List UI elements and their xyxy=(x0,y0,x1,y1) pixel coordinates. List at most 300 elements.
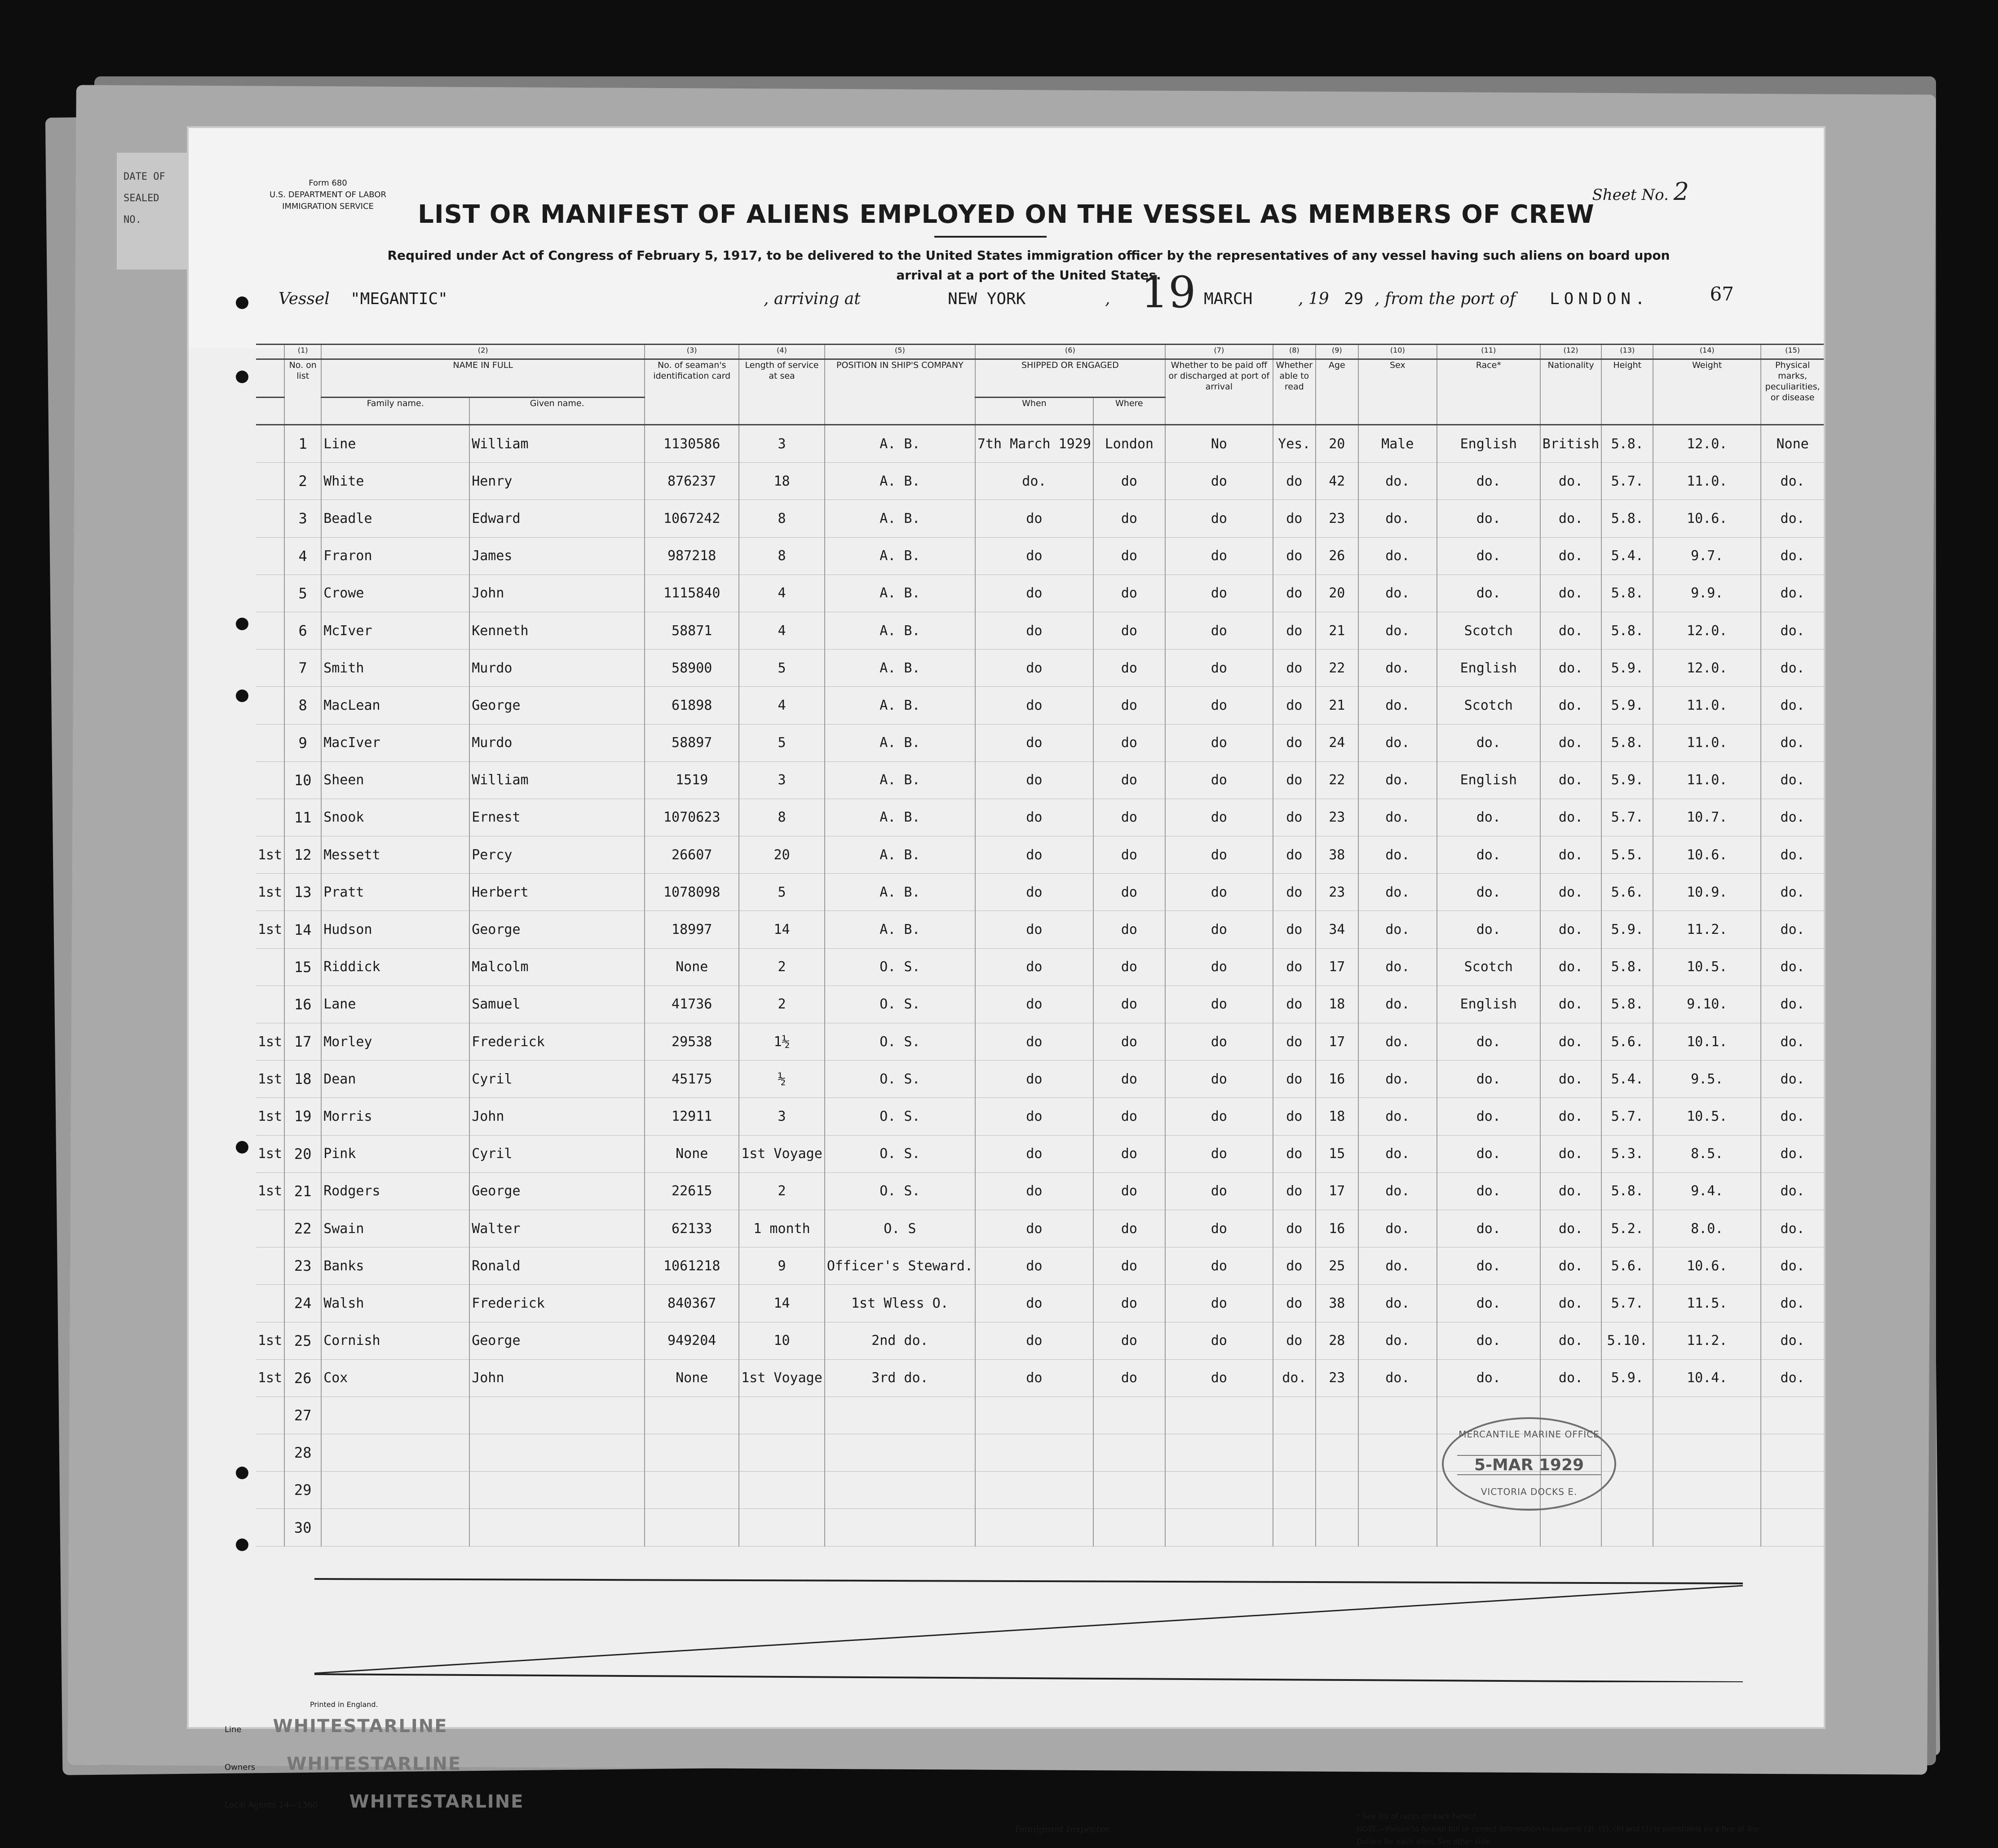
cell-read xyxy=(1273,1434,1316,1472)
footer-agents-label: Local Agents xyxy=(225,1800,277,1810)
cell-where: do xyxy=(1093,986,1165,1023)
cell-given: George xyxy=(469,1172,645,1210)
cell-position: 2nd do. xyxy=(825,1322,975,1359)
cell-when: do xyxy=(975,500,1093,537)
col-num-12: (12) xyxy=(1540,345,1601,359)
cell-read xyxy=(1273,1472,1316,1509)
footer-line-label: Line xyxy=(225,1725,242,1734)
cell-sex xyxy=(1358,1434,1437,1472)
cell-pre: 1st xyxy=(256,1172,284,1210)
cell-read: do xyxy=(1273,1098,1316,1135)
cell-no: 7 xyxy=(284,650,321,687)
cell-no: 26 xyxy=(284,1359,321,1397)
cell-no: 8 xyxy=(284,687,321,724)
arriving-label: , arriving at xyxy=(764,290,861,308)
cell-nationality: British xyxy=(1540,425,1601,463)
cell-age: 23 xyxy=(1316,1359,1358,1397)
cell-where: do xyxy=(1093,1210,1165,1247)
cell-read: do xyxy=(1273,1285,1316,1322)
cell-card: 26607 xyxy=(645,836,739,874)
crew-row xyxy=(256,463,1824,500)
cell-read: do xyxy=(1273,463,1316,500)
cell-sex: do. xyxy=(1358,650,1437,687)
vessel-line xyxy=(278,267,1824,321)
cell-family: Beadle xyxy=(321,500,469,537)
crew-row xyxy=(256,1509,1824,1546)
cell-paid: do xyxy=(1165,911,1273,948)
cell-pre: 1st xyxy=(256,1023,284,1061)
cell-given: George xyxy=(469,1322,645,1359)
cell-sex xyxy=(1358,1472,1437,1509)
crew-row xyxy=(256,948,1824,986)
cell-marks: do. xyxy=(1761,836,1824,874)
cell-given: William xyxy=(469,761,645,799)
cell-nationality: do. xyxy=(1540,1061,1601,1098)
cell-weight: 10.9. xyxy=(1653,874,1761,911)
cell-no: 13 xyxy=(284,874,321,911)
cell-paid: do xyxy=(1165,1023,1273,1061)
cell-read: do xyxy=(1273,1322,1316,1359)
cell-position: O. S. xyxy=(825,948,975,986)
immigrant-inspector-label: Immigrant Inspector. xyxy=(1015,1824,1112,1835)
cell-position: O. S. xyxy=(825,1172,975,1210)
cell-weight: 10.7. xyxy=(1653,799,1761,836)
col-num-blank xyxy=(256,345,284,359)
col-num-4: (4) xyxy=(739,345,825,359)
cell-age: 20 xyxy=(1316,425,1358,463)
cell-sex: do. xyxy=(1358,1285,1437,1322)
cell-given xyxy=(469,1434,645,1472)
col-num-10: (10) xyxy=(1358,345,1437,359)
cell-position: A. B. xyxy=(825,500,975,537)
cell-race: do. xyxy=(1437,1061,1540,1098)
crew-row xyxy=(256,1061,1824,1098)
cell-service: 14 xyxy=(739,911,825,948)
crew-row xyxy=(256,799,1824,836)
cell-nationality: do. xyxy=(1540,1210,1601,1247)
cell-service: 14 xyxy=(739,1285,825,1322)
cell-age: 23 xyxy=(1316,799,1358,836)
cell-marks: do. xyxy=(1761,1359,1824,1397)
col-num-13: (13) xyxy=(1601,345,1653,359)
cell-position: O. S xyxy=(825,1210,975,1247)
cell-age: 15 xyxy=(1316,1135,1358,1172)
cell-read: do xyxy=(1273,575,1316,612)
cell-read: Yes. xyxy=(1273,425,1316,463)
cell-when: do xyxy=(975,1023,1093,1061)
col-num-2: (2) xyxy=(321,345,645,359)
cell-marks: do. xyxy=(1761,761,1824,799)
cell-service: 1½ xyxy=(739,1023,825,1061)
cell-when: do xyxy=(975,1135,1093,1172)
cell-nationality: do. xyxy=(1540,500,1601,537)
crew-row xyxy=(256,1023,1824,1061)
cell-paid: do xyxy=(1165,463,1273,500)
cell-card: 987218 xyxy=(645,537,739,575)
cell-marks: do. xyxy=(1761,612,1824,649)
cell-race: English xyxy=(1437,425,1540,463)
cell-card xyxy=(645,1397,739,1434)
header-no-on-list: No. on list xyxy=(284,359,321,425)
cell-pre xyxy=(256,425,284,463)
cell-given: Cyril xyxy=(469,1135,645,1172)
crew-row xyxy=(256,911,1824,948)
cell-read: do xyxy=(1273,836,1316,874)
cell-paid: do xyxy=(1165,986,1273,1023)
cell-marks xyxy=(1761,1434,1824,1472)
cell-height: 5.9. xyxy=(1601,650,1653,687)
crew-row xyxy=(256,1135,1824,1172)
cell-no: 5 xyxy=(284,575,321,612)
cell-position: A. B. xyxy=(825,650,975,687)
cell-when: do xyxy=(975,761,1093,799)
cell-where: do xyxy=(1093,1172,1165,1210)
cell-read: do. xyxy=(1273,1359,1316,1397)
cell-given: Frederick xyxy=(469,1023,645,1061)
cell-position: A. B. xyxy=(825,836,975,874)
cell-family: Messett xyxy=(321,836,469,874)
col-num-6: (6) xyxy=(975,345,1165,359)
header-nationality: Nationality xyxy=(1540,359,1601,425)
cell-read: do xyxy=(1273,500,1316,537)
cell-no: 20 xyxy=(284,1135,321,1172)
crew-row xyxy=(256,986,1824,1023)
cell-sex: do. xyxy=(1358,1172,1437,1210)
cell-family: Walsh xyxy=(321,1285,469,1322)
cell-service xyxy=(739,1509,825,1546)
cell-given: James xyxy=(469,537,645,575)
cell-weight: 9.9. xyxy=(1653,575,1761,612)
cell-service: 2 xyxy=(739,1172,825,1210)
punch-hole xyxy=(236,618,248,630)
cell-when: do xyxy=(975,1285,1093,1322)
cell-race: do. xyxy=(1437,1210,1540,1247)
footer-owners-stamp: WHITESTARLINE xyxy=(287,1754,462,1774)
cell-card: 876237 xyxy=(645,463,739,500)
cell-card: 949204 xyxy=(645,1322,739,1359)
cell-family: Banks xyxy=(321,1247,469,1285)
cell-height: 5.8. xyxy=(1601,986,1653,1023)
cell-card: 1115840 xyxy=(645,575,739,612)
cell-race: do. xyxy=(1437,1247,1540,1285)
cell-card: 18997 xyxy=(645,911,739,948)
cell-age xyxy=(1316,1397,1358,1434)
footer-notes xyxy=(1357,1810,1761,1848)
cell-card: 41736 xyxy=(645,986,739,1023)
col-num-8: (8) xyxy=(1273,345,1316,359)
cell-no: 16 xyxy=(284,986,321,1023)
cell-card: 1070623 xyxy=(645,799,739,836)
cell-marks: do. xyxy=(1761,986,1824,1023)
cell-marks: do. xyxy=(1761,1172,1824,1210)
cell-where: do xyxy=(1093,1247,1165,1285)
cell-weight: 10.4. xyxy=(1653,1359,1761,1397)
cell-age: 21 xyxy=(1316,687,1358,724)
cell-no: 17 xyxy=(284,1023,321,1061)
cell-family xyxy=(321,1434,469,1472)
cell-paid: do xyxy=(1165,1285,1273,1322)
header-able-read: Whether able to read xyxy=(1273,359,1316,425)
cell-marks: do. xyxy=(1761,911,1824,948)
cell-read: do xyxy=(1273,537,1316,575)
cell-paid: do xyxy=(1165,836,1273,874)
cell-sex: do. xyxy=(1358,911,1437,948)
header-given-name: Given name. xyxy=(469,398,645,425)
cell-card: 1130586 xyxy=(645,425,739,463)
cell-pre xyxy=(256,799,284,836)
cell-paid xyxy=(1165,1472,1273,1509)
col-num-11: (11) xyxy=(1437,345,1540,359)
cell-height: 5.8. xyxy=(1601,724,1653,761)
cell-marks xyxy=(1761,1472,1824,1509)
crew-row xyxy=(256,1285,1824,1322)
cell-sex: do. xyxy=(1358,799,1437,836)
cell-service xyxy=(739,1434,825,1472)
cell-when xyxy=(975,1472,1093,1509)
header-height: Height xyxy=(1601,359,1653,425)
cell-no: 1 xyxy=(284,425,321,463)
cell-when: do xyxy=(975,799,1093,836)
cell-service: 20 xyxy=(739,836,825,874)
crew-row xyxy=(256,425,1824,463)
header-family-name: Family name. xyxy=(321,398,469,425)
cell-no: 11 xyxy=(284,799,321,836)
cell-paid: do xyxy=(1165,1247,1273,1285)
crew-row xyxy=(256,1322,1824,1359)
cell-paid xyxy=(1165,1509,1273,1546)
cell-family: Pink xyxy=(321,1135,469,1172)
cell-race: English xyxy=(1437,761,1540,799)
cell-where: do xyxy=(1093,612,1165,649)
cell-no: 15 xyxy=(284,948,321,986)
cell-height xyxy=(1601,1509,1653,1546)
cell-given xyxy=(469,1509,645,1546)
footer-agents-row xyxy=(225,1785,524,1822)
cell-weight: 12.0. xyxy=(1653,425,1761,463)
cell-card xyxy=(645,1509,739,1546)
cell-age: 16 xyxy=(1316,1210,1358,1247)
cell-age: 22 xyxy=(1316,650,1358,687)
cell-marks: do. xyxy=(1761,874,1824,911)
cell-marks: do. xyxy=(1761,575,1824,612)
footer-line-row xyxy=(225,1709,524,1747)
cell-paid: do xyxy=(1165,1098,1273,1135)
cell-no: 21 xyxy=(284,1172,321,1210)
cell-sex: do. xyxy=(1358,612,1437,649)
cell-family: Cox xyxy=(321,1359,469,1397)
cell-nationality xyxy=(1540,1509,1601,1546)
cell-where: do xyxy=(1093,1285,1165,1322)
punch-hole xyxy=(236,690,248,702)
cell-sex: do. xyxy=(1358,1322,1437,1359)
cell-height: 5.3. xyxy=(1601,1135,1653,1172)
cell-service: 3 xyxy=(739,1098,825,1135)
cell-where: do xyxy=(1093,500,1165,537)
header-where: Where xyxy=(1093,398,1165,425)
cell-read: do xyxy=(1273,687,1316,724)
cell-given: Murdo xyxy=(469,724,645,761)
crew-row xyxy=(256,612,1824,649)
cell-race: do. xyxy=(1437,1359,1540,1397)
stamp-top-text: MERCANTILE MARINE OFFICE xyxy=(1459,1429,1600,1440)
cell-race: do. xyxy=(1437,799,1540,836)
cell-paid: do xyxy=(1165,948,1273,986)
cell-weight: 9.10. xyxy=(1653,986,1761,1023)
cell-weight: 11.0. xyxy=(1653,761,1761,799)
column-header-row xyxy=(256,359,1824,398)
cell-no: 30 xyxy=(284,1509,321,1546)
cell-given: Murdo xyxy=(469,650,645,687)
cell-weight: 10.6. xyxy=(1653,500,1761,537)
cell-position: A. B. xyxy=(825,687,975,724)
cell-height: 5.7. xyxy=(1601,1285,1653,1322)
cell-position xyxy=(825,1397,975,1434)
cell-pre xyxy=(256,575,284,612)
cell-pre xyxy=(256,1397,284,1434)
cell-given: John xyxy=(469,575,645,612)
cell-family: Lane xyxy=(321,986,469,1023)
arrival-year: 29 xyxy=(1344,290,1364,308)
cell-service: 2 xyxy=(739,948,825,986)
cell-marks: None xyxy=(1761,425,1824,463)
cell-family: White xyxy=(321,463,469,500)
cell-where xyxy=(1093,1434,1165,1472)
cell-family: Snook xyxy=(321,799,469,836)
crew-row xyxy=(256,1359,1824,1397)
cell-when xyxy=(975,1397,1093,1434)
cell-age: 21 xyxy=(1316,612,1358,649)
cell-nationality: do. xyxy=(1540,799,1601,836)
cell-height: 5.9. xyxy=(1601,1359,1653,1397)
cell-card xyxy=(645,1472,739,1509)
cell-race: do. xyxy=(1437,1023,1540,1061)
cell-family: Crowe xyxy=(321,575,469,612)
cell-sex: do. xyxy=(1358,1135,1437,1172)
cell-nationality: do. xyxy=(1540,1322,1601,1359)
punch-hole xyxy=(236,296,248,309)
cell-weight: 10.5. xyxy=(1653,948,1761,986)
cell-marks: do. xyxy=(1761,948,1824,986)
cell-marks xyxy=(1761,1397,1824,1434)
cell-given: John xyxy=(469,1098,645,1135)
punch-hole xyxy=(236,1467,248,1479)
cell-pre xyxy=(256,761,284,799)
cell-weight: 10.6. xyxy=(1653,836,1761,874)
cell-where xyxy=(1093,1509,1165,1546)
punch-hole xyxy=(236,1141,248,1154)
manifest-sheet xyxy=(189,128,1824,1846)
cell-age: 17 xyxy=(1316,1023,1358,1061)
cell-card: 61898 xyxy=(645,687,739,724)
cell-when: do xyxy=(975,1359,1093,1397)
cell-where: do xyxy=(1093,650,1165,687)
cell-card: None xyxy=(645,1135,739,1172)
footer-owners-label: Owners xyxy=(225,1763,256,1772)
cell-card: 62133 xyxy=(645,1210,739,1247)
cell-when: do xyxy=(975,874,1093,911)
cell-nationality: do. xyxy=(1540,874,1601,911)
footer-line-stamp: WHITESTARLINE xyxy=(273,1716,448,1737)
cell-read: do xyxy=(1273,1247,1316,1285)
sheet-number-value: 2 xyxy=(1673,177,1689,206)
cell-nationality: do. xyxy=(1540,761,1601,799)
cell-given: Ronald xyxy=(469,1247,645,1285)
cell-given: Edward xyxy=(469,500,645,537)
vessel-label: Vessel xyxy=(278,290,330,308)
departure-port: LONDON. xyxy=(1550,290,1649,308)
document-subtitle: Required under Act of Congress of February 5, 1917, to be delivered to the United States immigration officer by the representatives of any vessel having such aliens on board upon arrival at a port of the United States. xyxy=(387,248,1670,283)
cell-card: 840367 xyxy=(645,1285,739,1322)
cell-paid: do xyxy=(1165,874,1273,911)
cell-race: Scotch xyxy=(1437,687,1540,724)
cell-race: Scotch xyxy=(1437,948,1540,986)
col-num-7: (7) xyxy=(1165,345,1273,359)
cell-when: do xyxy=(975,836,1093,874)
cell-where: do xyxy=(1093,1023,1165,1061)
cell-where: London xyxy=(1093,425,1165,463)
cell-height: 5.9. xyxy=(1601,761,1653,799)
cell-race: do. xyxy=(1437,1135,1540,1172)
page-number: 67 xyxy=(1710,283,1734,305)
cell-service: 2 xyxy=(739,986,825,1023)
cell-read: do xyxy=(1273,911,1316,948)
crew-row xyxy=(256,836,1824,874)
cell-service: 1st Voyage xyxy=(739,1135,825,1172)
cell-sex: do. xyxy=(1358,1210,1437,1247)
cell-where: do xyxy=(1093,1135,1165,1172)
cell-position: A. B. xyxy=(825,761,975,799)
cell-marks: do. xyxy=(1761,1322,1824,1359)
cell-service: 9 xyxy=(739,1247,825,1285)
cell-when: do xyxy=(975,537,1093,575)
cell-family xyxy=(321,1397,469,1434)
cell-when: do xyxy=(975,948,1093,986)
footer-owners-row xyxy=(225,1747,524,1785)
crew-row xyxy=(256,1210,1824,1247)
cell-given: Cyril xyxy=(469,1061,645,1098)
cell-read xyxy=(1273,1397,1316,1434)
cell-given xyxy=(469,1397,645,1434)
cell-card: 45175 xyxy=(645,1061,739,1098)
cell-read: do xyxy=(1273,874,1316,911)
cell-family: Cornish xyxy=(321,1322,469,1359)
cell-family: MacIver xyxy=(321,724,469,761)
cell-where: do xyxy=(1093,687,1165,724)
cell-when: do. xyxy=(975,463,1093,500)
cell-age: 25 xyxy=(1316,1247,1358,1285)
cell-age: 23 xyxy=(1316,500,1358,537)
cell-family: Smith xyxy=(321,650,469,687)
cell-nationality: do. xyxy=(1540,724,1601,761)
cell-height: 5.8. xyxy=(1601,1172,1653,1210)
cell-when: do xyxy=(975,575,1093,612)
cell-age: 18 xyxy=(1316,986,1358,1023)
cell-weight: 9.4. xyxy=(1653,1172,1761,1210)
cell-age: 20 xyxy=(1316,575,1358,612)
cell-card: 1067242 xyxy=(645,500,739,537)
cell-service: 8 xyxy=(739,799,825,836)
cell-sex: do. xyxy=(1358,1359,1437,1397)
cell-paid: do xyxy=(1165,761,1273,799)
cell-height: 5.5. xyxy=(1601,836,1653,874)
cell-when: do xyxy=(975,687,1093,724)
cell-weight: 10.6. xyxy=(1653,1247,1761,1285)
cell-sex: do. xyxy=(1358,986,1437,1023)
cell-card: 58871 xyxy=(645,612,739,649)
cell-paid: do xyxy=(1165,687,1273,724)
year-prefix: , 19 xyxy=(1298,290,1329,308)
cell-sex xyxy=(1358,1509,1437,1546)
